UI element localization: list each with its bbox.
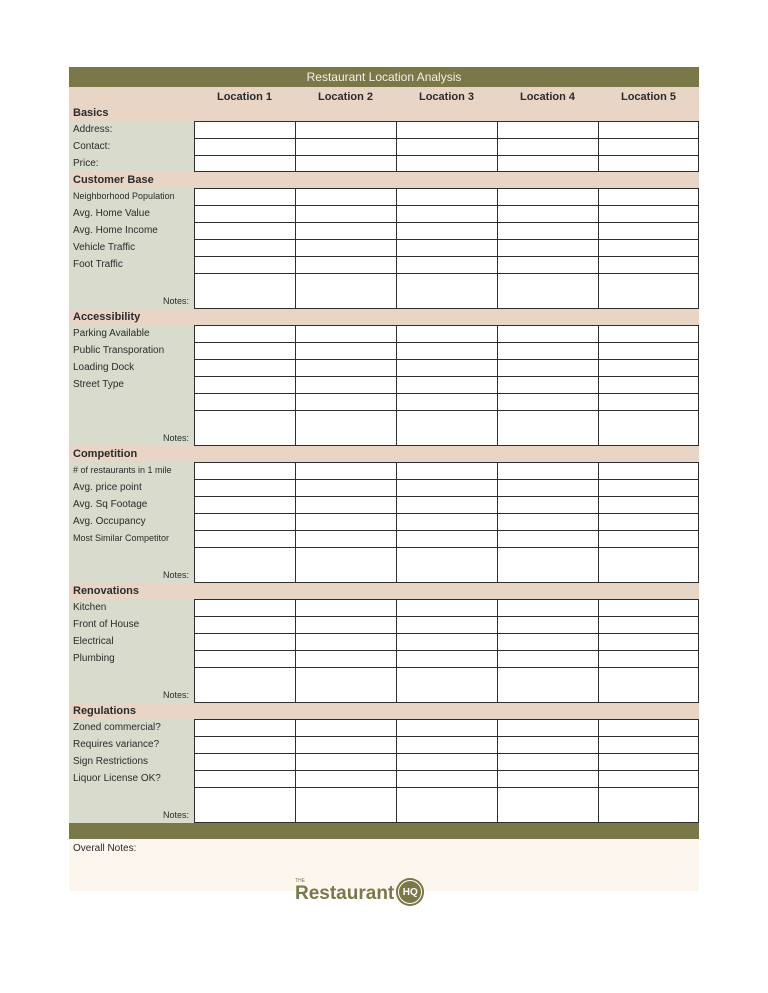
table-row: [69, 121, 699, 138]
entry-cell[interactable]: [194, 342, 295, 359]
table-row: [69, 325, 699, 342]
column-header-location-2: Location 2: [317, 91, 373, 103]
entry-cell[interactable]: [598, 410, 699, 446]
notes-label: Notes:: [69, 273, 194, 309]
entry-cell[interactable]: [396, 667, 497, 703]
row-cells: [194, 188, 699, 205]
section-rows: [69, 188, 699, 309]
entry-cell[interactable]: [194, 462, 295, 479]
row-label: Sign Restrictions: [69, 753, 194, 770]
table-row: [69, 530, 699, 547]
entry-cell[interactable]: [295, 770, 396, 787]
entry-cell[interactable]: [194, 513, 295, 530]
entry-cell[interactable]: [396, 616, 497, 633]
entry-cell[interactable]: [194, 393, 295, 410]
entry-cell[interactable]: [396, 530, 497, 547]
entry-cell[interactable]: [194, 787, 295, 823]
entry-cell[interactable]: [497, 547, 598, 583]
entry-cell[interactable]: [497, 496, 598, 513]
entry-cell[interactable]: [396, 736, 497, 753]
entry-cell[interactable]: [598, 155, 699, 172]
column-header-location-3: Location 3: [418, 91, 474, 103]
entry-cell[interactable]: [598, 496, 699, 513]
section-rows: [69, 599, 699, 703]
table-row: [69, 599, 699, 616]
entry-cell[interactable]: [396, 479, 497, 496]
section-rows: [69, 121, 699, 172]
row-cells: [194, 616, 699, 633]
header-spacer: [69, 87, 194, 105]
entry-cell[interactable]: [194, 325, 295, 342]
section-header: Customer Base: [69, 172, 699, 188]
entry-cell[interactable]: [295, 547, 396, 583]
column-header-location-4: Location 4: [519, 91, 575, 103]
entry-cell[interactable]: [396, 239, 497, 256]
entry-cell[interactable]: [396, 342, 497, 359]
table-row: [69, 359, 699, 376]
entry-cell[interactable]: [194, 256, 295, 273]
entry-cell[interactable]: [295, 359, 396, 376]
section-rows: [69, 325, 699, 446]
entry-cell[interactable]: [194, 547, 295, 583]
entry-cell[interactable]: [497, 530, 598, 547]
entry-cell[interactable]: [295, 462, 396, 479]
section-header: Regulations: [69, 703, 699, 719]
entry-cell[interactable]: [295, 325, 396, 342]
entry-cell[interactable]: [497, 121, 598, 138]
table-row: [69, 650, 699, 667]
entry-cell[interactable]: [598, 770, 699, 787]
table-row: [69, 393, 699, 410]
entry-cell[interactable]: [295, 719, 396, 736]
logo-wordmark: Restaurant: [295, 883, 395, 904]
table-row: [69, 222, 699, 239]
entry-cell[interactable]: [396, 222, 497, 239]
row-cells: [194, 376, 699, 393]
entry-cell[interactable]: [295, 650, 396, 667]
sections-container: [69, 105, 699, 823]
entry-cell[interactable]: [194, 530, 295, 547]
row-cells: [194, 650, 699, 667]
entry-cell[interactable]: [497, 273, 598, 309]
entry-cell[interactable]: [497, 633, 598, 650]
table-row: [69, 188, 699, 205]
entry-cell[interactable]: [194, 155, 295, 172]
entry-cell[interactable]: [598, 222, 699, 239]
row-cells: [194, 393, 699, 410]
entry-cell[interactable]: [194, 599, 295, 616]
entry-cell[interactable]: [396, 770, 497, 787]
sheet-title: Restaurant Location Analysis: [69, 67, 699, 87]
entry-cell[interactable]: [194, 121, 295, 138]
table-row: [69, 479, 699, 496]
row-label: # of restaurants in 1 mile: [69, 462, 194, 479]
entry-cell[interactable]: [396, 462, 497, 479]
entry-cell[interactable]: [194, 138, 295, 155]
table-row: [69, 205, 699, 222]
section-header: Renovations: [69, 583, 699, 599]
entry-cell[interactable]: [194, 770, 295, 787]
logo-hq-badge: HQ: [396, 878, 424, 906]
entry-cell[interactable]: [598, 479, 699, 496]
entry-cell[interactable]: [396, 359, 497, 376]
row-cells: [194, 513, 699, 530]
entry-cell[interactable]: [497, 410, 598, 446]
row-label: Price:: [69, 155, 194, 172]
row-cells: [194, 239, 699, 256]
row-cells: [194, 155, 699, 172]
entry-cell[interactable]: [598, 138, 699, 155]
entry-cell[interactable]: [497, 719, 598, 736]
column-header-location-5: Location 5: [620, 91, 676, 103]
entry-cell[interactable]: [295, 530, 396, 547]
entry-cell[interactable]: [194, 479, 295, 496]
entry-cell[interactable]: [295, 633, 396, 650]
entry-cell[interactable]: [598, 121, 699, 138]
row-cells: [194, 753, 699, 770]
entry-cell[interactable]: [396, 787, 497, 823]
entry-cell[interactable]: [295, 376, 396, 393]
row-cells: [194, 496, 699, 513]
entry-cell[interactable]: [598, 599, 699, 616]
row-cells: [194, 479, 699, 496]
row-cells: [194, 719, 699, 736]
entry-cell[interactable]: [598, 256, 699, 273]
row-cells: [194, 736, 699, 753]
entry-cell[interactable]: [598, 787, 699, 823]
entry-cell[interactable]: [497, 650, 598, 667]
location-analysis-sheet: [69, 67, 699, 891]
row-label: Requires variance?: [69, 736, 194, 753]
row-cells: [194, 633, 699, 650]
entry-cell[interactable]: [598, 633, 699, 650]
entry-cell[interactable]: [497, 462, 598, 479]
entry-cell[interactable]: [598, 513, 699, 530]
entry-cell[interactable]: [295, 479, 396, 496]
table-row: [69, 736, 699, 753]
entry-cell[interactable]: [396, 256, 497, 273]
entry-cell[interactable]: [295, 239, 396, 256]
row-cells: [194, 205, 699, 222]
row-cells: [194, 410, 699, 446]
row-label: Avg. Occupancy: [69, 513, 194, 530]
entry-cell[interactable]: [497, 513, 598, 530]
entry-cell[interactable]: [497, 325, 598, 342]
entry-cell[interactable]: [497, 188, 598, 205]
notes-row: [69, 410, 699, 446]
entry-cell[interactable]: [396, 753, 497, 770]
entry-cell[interactable]: [194, 188, 295, 205]
entry-cell[interactable]: [497, 753, 598, 770]
entry-cell[interactable]: [396, 513, 497, 530]
entry-cell[interactable]: [194, 736, 295, 753]
overall-notes-label: Overall Notes:: [73, 843, 137, 854]
entry-cell[interactable]: [497, 256, 598, 273]
entry-cell[interactable]: [295, 410, 396, 446]
row-cells: [194, 547, 699, 583]
entry-cell[interactable]: [598, 359, 699, 376]
entry-cell[interactable]: [598, 616, 699, 633]
entry-cell[interactable]: [396, 393, 497, 410]
entry-cell[interactable]: [396, 496, 497, 513]
entry-cell[interactable]: [295, 256, 396, 273]
entry-cell[interactable]: [295, 393, 396, 410]
notes-label: Notes:: [69, 667, 194, 703]
notes-row: [69, 273, 699, 309]
row-cells: [194, 770, 699, 787]
entry-cell[interactable]: [497, 239, 598, 256]
row-cells: [194, 667, 699, 703]
entry-cell[interactable]: [194, 633, 295, 650]
entry-cell[interactable]: [295, 599, 396, 616]
row-label: Front of House: [69, 616, 194, 633]
row-label: Avg. Home Income: [69, 222, 194, 239]
entry-cell[interactable]: [598, 736, 699, 753]
row-cells: [194, 222, 699, 239]
row-cells: [194, 256, 699, 273]
entry-cell[interactable]: [396, 121, 497, 138]
row-cells: [194, 787, 699, 823]
notes-label: Notes:: [69, 547, 194, 583]
entry-cell[interactable]: [598, 530, 699, 547]
entry-cell[interactable]: [295, 273, 396, 309]
entry-cell[interactable]: [295, 787, 396, 823]
entry-cell[interactable]: [497, 359, 598, 376]
row-label: [69, 393, 194, 410]
row-label: Avg. Home Value: [69, 205, 194, 222]
entry-cell[interactable]: [497, 222, 598, 239]
row-label: Avg. price point: [69, 479, 194, 496]
table-row: [69, 770, 699, 787]
entry-cell[interactable]: [295, 667, 396, 703]
restaurant-hq-logo: [295, 878, 424, 906]
table-row: [69, 496, 699, 513]
table-row: [69, 155, 699, 172]
row-cells: [194, 273, 699, 309]
entry-cell[interactable]: [295, 222, 396, 239]
row-cells: [194, 325, 699, 342]
section-rows: [69, 719, 699, 823]
entry-cell[interactable]: [295, 616, 396, 633]
entry-cell[interactable]: [497, 479, 598, 496]
entry-cell[interactable]: [194, 273, 295, 309]
entry-cell[interactable]: [497, 138, 598, 155]
entry-cell[interactable]: [598, 342, 699, 359]
notes-row: [69, 547, 699, 583]
row-label: Public Transporation: [69, 342, 194, 359]
entry-cell[interactable]: [194, 410, 295, 446]
entry-cell[interactable]: [396, 547, 497, 583]
row-label: Most Similar Competitor: [69, 530, 194, 547]
entry-cell[interactable]: [396, 376, 497, 393]
entry-cell[interactable]: [396, 155, 497, 172]
entry-cell[interactable]: [497, 393, 598, 410]
entry-cell[interactable]: [194, 376, 295, 393]
table-row: [69, 256, 699, 273]
row-cells: [194, 138, 699, 155]
entry-cell[interactable]: [497, 736, 598, 753]
entry-cell[interactable]: [295, 155, 396, 172]
notes-label: Notes:: [69, 787, 194, 823]
row-label: Contact:: [69, 138, 194, 155]
entry-cell[interactable]: [194, 616, 295, 633]
entry-cell[interactable]: [497, 376, 598, 393]
entry-cell[interactable]: [194, 239, 295, 256]
row-label: Street Type: [69, 376, 194, 393]
row-label: Kitchen: [69, 599, 194, 616]
entry-cell[interactable]: [598, 547, 699, 583]
entry-cell[interactable]: [295, 121, 396, 138]
row-cells: [194, 530, 699, 547]
entry-cell[interactable]: [396, 188, 497, 205]
entry-cell[interactable]: [598, 325, 699, 342]
entry-cell[interactable]: [497, 667, 598, 703]
entry-cell[interactable]: [598, 393, 699, 410]
entry-cell[interactable]: [295, 205, 396, 222]
section-rows: [69, 462, 699, 583]
entry-cell[interactable]: [497, 770, 598, 787]
entry-cell[interactable]: [598, 719, 699, 736]
entry-cell[interactable]: [396, 633, 497, 650]
entry-cell[interactable]: [497, 155, 598, 172]
entry-cell[interactable]: [598, 650, 699, 667]
row-label: Avg. Sq Footage: [69, 496, 194, 513]
entry-cell[interactable]: [194, 719, 295, 736]
entry-cell[interactable]: [396, 325, 497, 342]
entry-cell[interactable]: [194, 753, 295, 770]
entry-cell[interactable]: [194, 222, 295, 239]
entry-cell[interactable]: [497, 787, 598, 823]
row-label: Foot Traffic: [69, 256, 194, 273]
entry-cell[interactable]: [598, 239, 699, 256]
row-label: Zoned commercial?: [69, 719, 194, 736]
entry-cell[interactable]: [598, 188, 699, 205]
entry-cell[interactable]: [396, 599, 497, 616]
entry-cell[interactable]: [396, 273, 497, 309]
notes-row: [69, 667, 699, 703]
entry-cell[interactable]: [598, 753, 699, 770]
entry-cell[interactable]: [194, 667, 295, 703]
entry-cell[interactable]: [295, 188, 396, 205]
column-header-row: [69, 87, 699, 105]
row-cells: [194, 462, 699, 479]
table-row: [69, 376, 699, 393]
entry-cell[interactable]: [194, 496, 295, 513]
entry-cell[interactable]: [396, 650, 497, 667]
table-row: [69, 462, 699, 479]
entry-cell[interactable]: [497, 205, 598, 222]
row-label: Electrical: [69, 633, 194, 650]
table-row: [69, 513, 699, 530]
entry-cell[interactable]: [396, 410, 497, 446]
entry-cell[interactable]: [598, 462, 699, 479]
row-label: Neighborhood Population: [69, 188, 194, 205]
notes-label: Notes:: [69, 410, 194, 446]
entry-cell[interactable]: [295, 753, 396, 770]
row-cells: [194, 599, 699, 616]
row-label: Liquor License OK?: [69, 770, 194, 787]
table-row: [69, 239, 699, 256]
section-header: Accessibility: [69, 309, 699, 325]
table-row: [69, 753, 699, 770]
table-row: [69, 616, 699, 633]
row-label: Plumbing: [69, 650, 194, 667]
entry-cell[interactable]: [396, 138, 497, 155]
entry-cell[interactable]: [497, 616, 598, 633]
row-label: Loading Dock: [69, 359, 194, 376]
entry-cell[interactable]: [295, 736, 396, 753]
footer-bar: [69, 823, 699, 839]
entry-cell[interactable]: [396, 719, 497, 736]
table-row: [69, 342, 699, 359]
entry-cell[interactable]: [598, 667, 699, 703]
entry-cell[interactable]: [194, 205, 295, 222]
entry-cell[interactable]: [194, 650, 295, 667]
table-row: [69, 633, 699, 650]
row-cells: [194, 359, 699, 376]
row-cells: [194, 342, 699, 359]
row-label: Address:: [69, 121, 194, 138]
table-row: [69, 719, 699, 736]
entry-cell[interactable]: [295, 513, 396, 530]
row-cells: [194, 121, 699, 138]
entry-cell[interactable]: [295, 342, 396, 359]
entry-cell[interactable]: [295, 496, 396, 513]
entry-cell[interactable]: [497, 599, 598, 616]
section-header: Competition: [69, 446, 699, 462]
entry-cell[interactable]: [598, 273, 699, 309]
row-label: Parking Available: [69, 325, 194, 342]
entry-cell[interactable]: [598, 376, 699, 393]
entry-cell[interactable]: [194, 359, 295, 376]
entry-cell[interactable]: [497, 342, 598, 359]
section-header: Basics: [69, 105, 699, 121]
entry-cell[interactable]: [598, 205, 699, 222]
logo-the: THE: [295, 878, 305, 884]
notes-row: [69, 787, 699, 823]
entry-cell[interactable]: [396, 205, 497, 222]
table-row: [69, 138, 699, 155]
entry-cell[interactable]: [295, 138, 396, 155]
column-header-location-1: Location 1: [216, 91, 272, 103]
row-label: Vehicle Traffic: [69, 239, 194, 256]
